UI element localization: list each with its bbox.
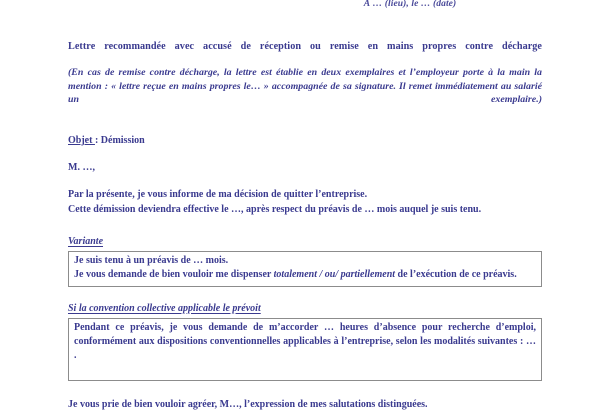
spacer: [68, 217, 542, 231]
letter-heading: Lettre recommandée avec accusé de réception ou remise en mains propres contre décharge: [68, 41, 542, 52]
variante-line-2-emphasis: totalement / ou/ partiellement: [273, 269, 396, 281]
variante-line-1: Je suis tenu à un préavis de … mois.: [74, 255, 229, 267]
convention-section: [68, 298, 542, 382]
convention-title: Si la convention collective applicable le prévoit: [68, 302, 261, 314]
spacer: [68, 147, 542, 161]
date-place-line: À … (lieu), le … (date): [363, 0, 457, 9]
letter-body: [68, 40, 542, 411]
variante-line-2-part-1: Je vous demande de bien vouloir me dispenser: [74, 269, 274, 281]
objet-label: Objet: [68, 135, 95, 147]
variante-line-2-part-2: de l’exécution de ce préavis.: [395, 269, 517, 281]
body-paragraph-line-1: Par la présente, je vous informe de ma décision de quitter l’entreprise.: [68, 189, 368, 201]
variante-title: Variante: [68, 236, 104, 248]
spacer: [68, 120, 542, 134]
discharge-note: (En cas de remise contre décharge, la lettre est établie en deux exemplaires et l’employeur porte à la main la mention : « lettre reçue en mains propres le… » accompagnée de sa signature. Il remet immédiatement au salarié un exemplaire.): [68, 67, 542, 106]
variante-box: [68, 251, 542, 286]
convention-box: [68, 318, 542, 382]
variante-line-2: [74, 268, 536, 282]
body-paragraph-line-2: Cette démission deviendra effective le …, après respect du préavis de … mois auquel je suis tenu.: [68, 203, 482, 215]
spacer: [68, 174, 542, 188]
spacer: [68, 287, 542, 298]
objet-value: : Démission: [94, 135, 145, 147]
closing-line: Je vous prie de bien vouloir agréer, M…, l’expression de mes salutations distinguées.: [68, 399, 428, 411]
convention-text: Pendant ce préavis, je vous demande de m’accorder … heures d’absence pour recherche d’emploi, conformément aux dispositions conventionnelles applicables à l’entreprise, selon les modalités suivantes : … .: [74, 321, 536, 362]
salutation: M. …,: [68, 162, 95, 174]
objet-line: [68, 134, 542, 147]
variante-section: [68, 231, 542, 286]
spacer: [68, 381, 542, 398]
